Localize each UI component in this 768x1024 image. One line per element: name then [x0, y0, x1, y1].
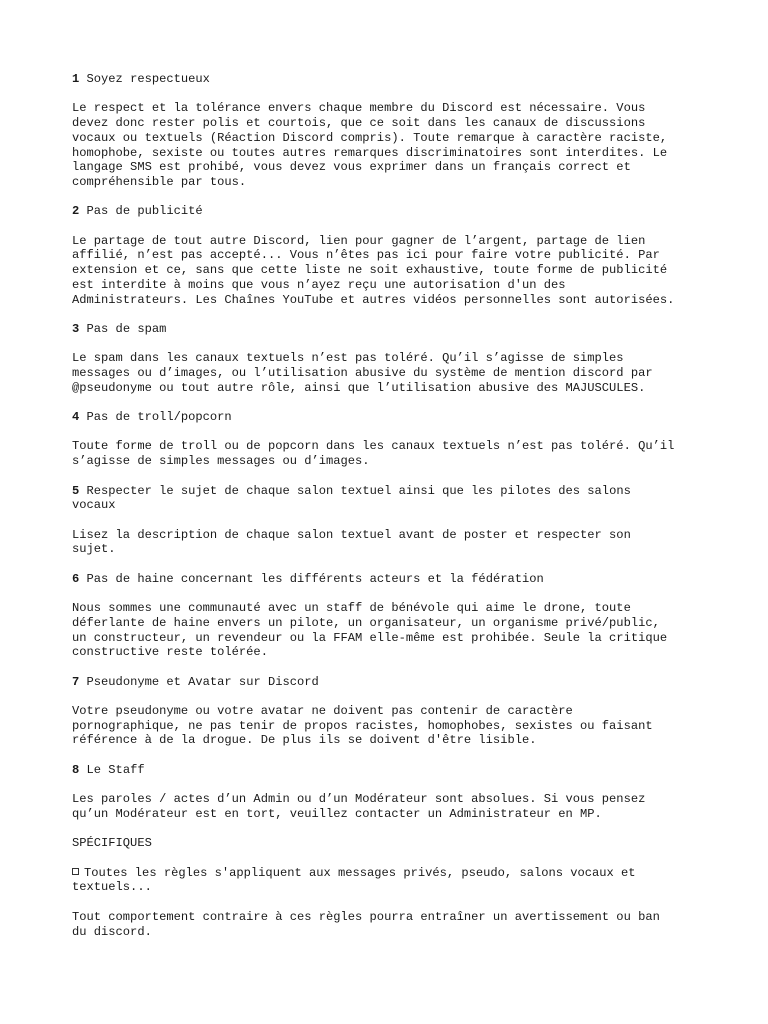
rule-title: Pas de spam [86, 321, 167, 336]
rule-6-text [72, 601, 704, 660]
rule-number: 5 [72, 483, 80, 498]
rule-6-heading [72, 572, 704, 587]
text-line: @pseudonyme ou tout autre rôle, ainsi que l’utilisation abusive des MAJUSCULES. [72, 380, 646, 395]
rule-5-text [72, 528, 704, 557]
text-line: sujet. [72, 542, 116, 557]
rule-title: Pas de publicité [86, 204, 203, 219]
text-line: déferlante de haine envers un pilote, un organisateur, un organisme privé/public, [72, 615, 660, 630]
text-line: Votre pseudonyme ou votre avatar ne doivent pas contenir de caractère [72, 704, 573, 719]
rule-1-heading [72, 72, 704, 87]
checkbox-bullet-icon [72, 868, 79, 875]
rule-2-text [72, 234, 704, 308]
text-line: Nous sommes une communauté avec un staff de bénévole qui aime le drone, toute [72, 601, 631, 616]
rule-7-heading [72, 675, 704, 690]
text-line: Les paroles / actes d’un Admin ou d’un Modérateur sont absolues. Si vous pensez [72, 792, 646, 807]
text-line: Toute forme de troll ou de popcorn dans les canaux textuels n’est pas toléré. Qu’il [72, 439, 675, 454]
rule-number: 1 [72, 72, 80, 86]
rules-document [72, 72, 704, 954]
text-line: extension et ce, sans que cette liste ne soit exhaustive, toute forme de publicité [72, 263, 668, 278]
text-line: devez donc rester polis et courtois, que ce soit dans les canaux de discussions [72, 116, 646, 131]
text-line: Tout comportement contraire à ces règles pourra entraîner un avertissement ou ban [72, 909, 660, 924]
text-line: Lisez la description de chaque salon textuel avant de poster et respecter son [72, 527, 631, 542]
rule-8-heading [72, 763, 704, 778]
text-line: Administrateurs. Les Chaînes YouTube et autres vidéos personnelles sont autorisées. [72, 292, 675, 307]
rule-title: Respecter le sujet de chaque salon textuel ainsi que les pilotes des salons vocaux [72, 483, 631, 513]
rule-5-heading [72, 484, 704, 513]
rule-title: Pseudonyme et Avatar sur Discord [86, 674, 319, 689]
text-line: vocaux ou textuels (Réaction Discord compris). Toute remarque à caractère raciste, [72, 130, 668, 145]
text-line: textuels... [72, 880, 152, 895]
rule-title: Le Staff [86, 762, 145, 777]
specifics-heading: SPÉCIFIQUES [72, 836, 152, 851]
text-line: qu’un Modérateur est en tort, veuillez contacter un Administrateur en MP. [72, 806, 602, 821]
rule-4-text [72, 439, 704, 468]
rule-number: 7 [72, 674, 80, 689]
text-line: messages ou d’images, ou l’utilisation abusive du système de mention discord par [72, 365, 653, 380]
closing-text [72, 910, 704, 939]
rule-number: 6 [72, 571, 80, 586]
text-line: un constructeur, un revendeur ou la FFAM elle-même est prohibée. Seule la critique [72, 630, 668, 645]
specifics-bullet [72, 866, 704, 895]
text-line: Le respect et la tolérance envers chaque membre du Discord est nécessaire. Vous [72, 101, 646, 116]
rule-title: Pas de haine concernant les différents acteurs et la fédération [86, 571, 544, 586]
text-line: s’agisse de simples messages ou d’images. [72, 454, 370, 469]
rule-title: Soyez respectueux [86, 72, 210, 86]
rule-number: 2 [72, 204, 80, 219]
text-line: constructive reste tolérée. [72, 645, 268, 660]
rule-4-heading [72, 410, 704, 425]
text-line: langage SMS est prohibé, vous devez vous exprimer dans un français correct et [72, 160, 631, 175]
text-line: référence à de la drogue. De plus ils se doivent d'être lisible. [72, 733, 537, 748]
text-line: est interdite à moins que vous n’ayez reçu une autorisation d'un des [72, 277, 566, 292]
rule-7-text [72, 704, 704, 748]
text-line: homophobe, sexiste ou toutes autres remarques discriminatoires sont interdites. Le [72, 145, 668, 160]
text-line: affilié, n’est pas accepté... Vous n’êtes pas ici pour faire votre publicité. Par [72, 248, 660, 263]
text-line: du discord. [72, 924, 152, 939]
rule-8-text [72, 792, 704, 821]
rule-2-heading [72, 204, 704, 219]
rule-number: 8 [72, 762, 80, 777]
text-line: compréhensible par tous. [72, 174, 247, 189]
rule-3-text [72, 351, 704, 395]
text-line: Toutes les règles s'appliquent aux messages privés, pseudo, salons vocaux et [84, 865, 636, 880]
text-line: Le partage de tout autre Discord, lien pour gagner de l’argent, partage de lien [72, 233, 646, 248]
rule-number: 4 [72, 410, 80, 425]
rule-number: 3 [72, 321, 80, 336]
text-line: pornographique, ne pas tenir de propos racistes, homophobes, sexistes ou faisant [72, 718, 653, 733]
rule-1-text [72, 101, 704, 189]
rule-3-heading [72, 322, 704, 337]
rule-title: Pas de troll/popcorn [86, 410, 232, 425]
text-line: Le spam dans les canaux textuels n’est pas toléré. Qu’il s’agisse de simples [72, 351, 624, 366]
